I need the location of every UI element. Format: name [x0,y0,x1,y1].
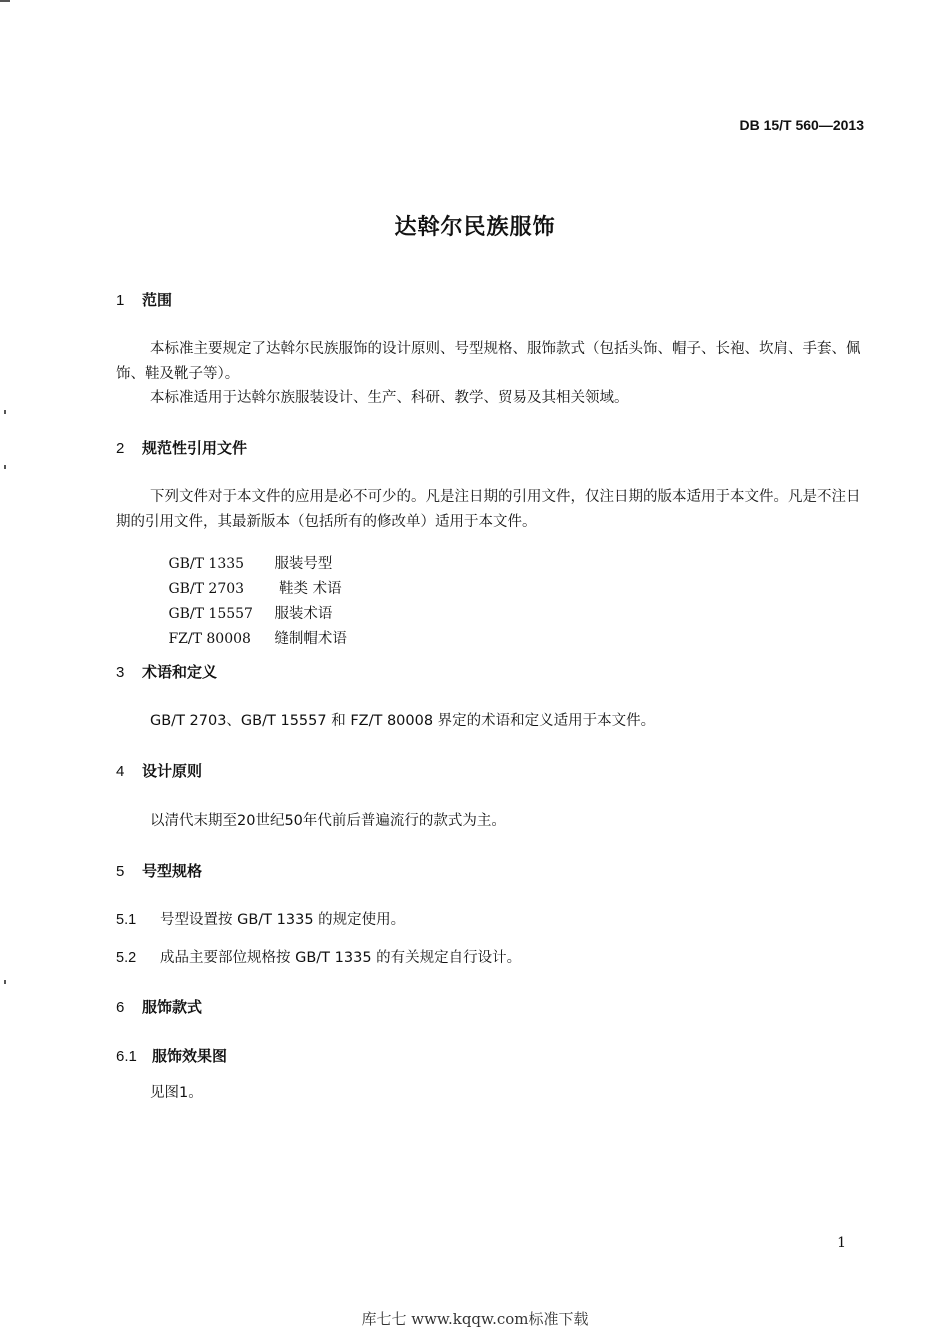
section-title: 号型规格 [142,862,203,880]
reference-item [150,611,347,664]
normative-references-paragraph: 下列文件对于本文件的应用是必不可少的。凡是注日期的引用文件，仅注日期的版本适用于本文件。凡是不注日期的引用文件，其最新版本（包括所有的修改单）适用于本文件。 [116,489,861,530]
reference-name: 鞋类 术语 [274,581,342,597]
section-title: 范围 [142,291,173,309]
see-figure-text: 见图1。 [150,1085,203,1101]
standard-code: DB 15/T 560—2013 [739,117,864,133]
section-number: 2 [116,440,125,457]
page-number: 1 [837,1235,846,1251]
design-principle-paragraph: 以清代末期至20世纪50年代前后普遍流行的款式为主。 [150,813,506,829]
reference-code: GB/T 1335 [168,556,245,572]
reference-name: 缝制帽术语 [274,631,347,647]
terms-paragraph: GB/T 2703、GB/T 15557 和 FZ/T 80008 界定的术语和定义适用于本文件。 [150,713,656,729]
footer-watermark: 库七七 www.kqqw.com标准下载 [361,1310,589,1328]
scan-mark [0,0,10,2]
reference-name: 服装号型 [274,556,333,572]
clause-number: 5.2 [116,950,137,966]
section-1-heading [116,289,172,310]
section-number: 1 [116,292,125,309]
section-2-heading [116,437,247,458]
scan-mark [4,410,6,414]
section-number: 6 [116,999,125,1016]
scan-mark [4,980,6,984]
clause-6-1-heading [116,1045,227,1066]
section-title: 服饰款式 [142,998,203,1016]
section-number: 5 [116,863,125,880]
section-number: 3 [116,664,125,681]
reference-code: FZ/T 80008 [168,631,251,647]
clause-5-1 [116,908,405,929]
section-3-heading [116,661,217,682]
section-5-heading [116,860,202,881]
reference-code: GB/T 15557 [168,606,253,622]
section-6-heading [116,996,202,1017]
clause-text: 号型设置按 GB/T 1335 的规定使用。 [160,912,406,928]
clause-number: 6.1 [116,1048,137,1065]
section-4-heading [116,760,202,781]
clause-text: 成品主要部位规格按 GB/T 1335 的有关规定自行设计。 [160,950,522,966]
scope-paragraph-1: 本标准主要规定了达斡尔民族服饰的设计原则、号型规格、服饰款式（包括头饰、帽子、长袍、坎肩、手套、佩饰、鞋及靴子等）。 [116,341,861,382]
section-title: 设计原则 [142,762,203,780]
section-number: 4 [116,763,125,780]
section-title: 术语和定义 [142,663,218,681]
scope-paragraph-2: 本标准适用于达斡尔族服装设计、生产、科研、教学、贸易及其相关领域。 [150,390,629,406]
section-title: 规范性引用文件 [142,439,248,457]
clause-title: 服饰效果图 [152,1047,228,1065]
clause-number: 5.1 [116,912,137,928]
scan-mark [4,465,6,469]
clause-5-2 [116,946,521,967]
reference-code: GB/T 2703 [168,581,245,597]
reference-name: 服装术语 [274,606,333,622]
document-title: 达斡尔民族服饰 [394,215,556,240]
